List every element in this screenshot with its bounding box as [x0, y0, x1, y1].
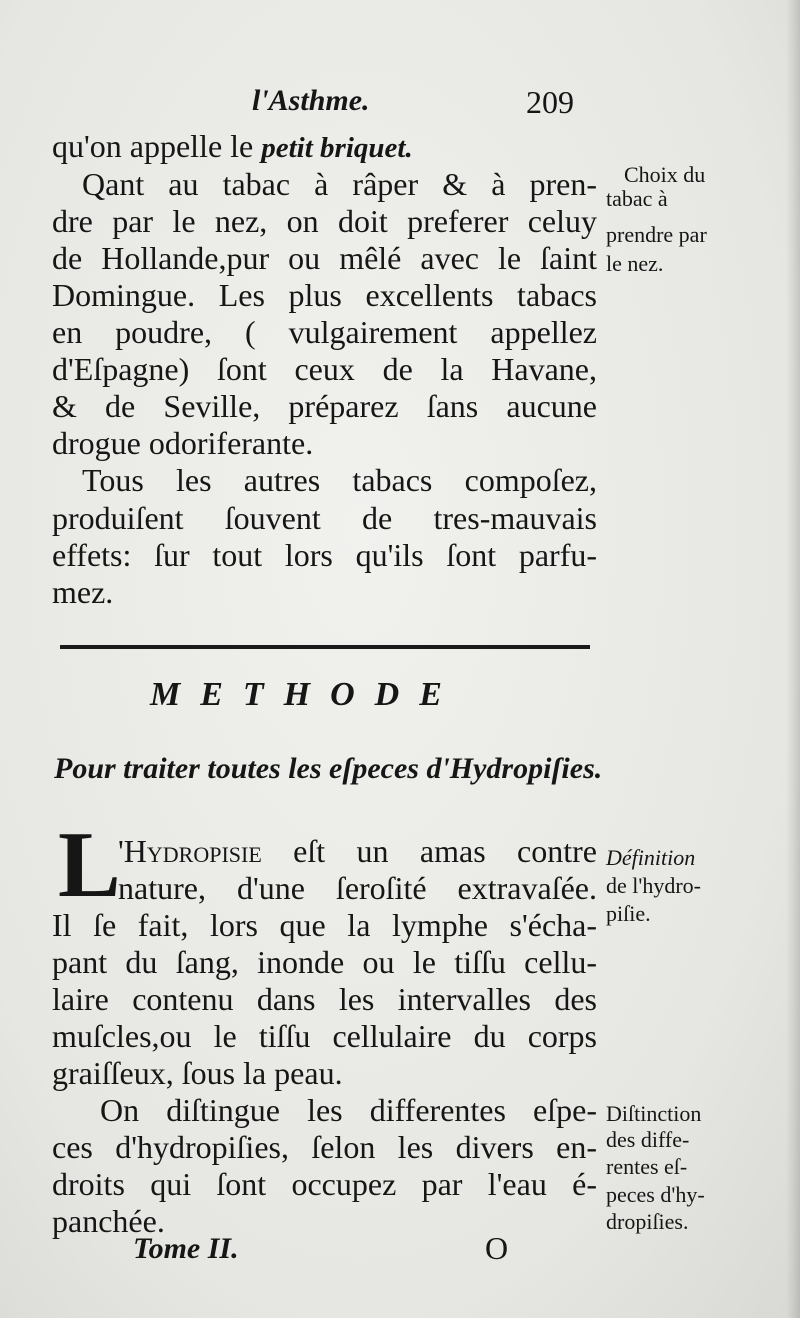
page-number: 209	[526, 84, 574, 120]
text-line: Il ſe fait, lors que la lymphe s'écha-	[52, 907, 597, 943]
text-line: d'Eſpagne) ſont ceux de la Havane,	[52, 351, 597, 387]
text-line: Qant au tabac à râper & à pren-	[82, 166, 597, 202]
text-line: pant du ſang, inonde ou le tiſſu cellu-	[52, 944, 597, 980]
text-line: ces d'hydropiſies, ſelon les divers en-	[52, 1129, 597, 1165]
volume-label: Tome II.	[133, 1232, 239, 1265]
margin-note-line: prendre par	[606, 222, 707, 247]
margin-note-line: Définition	[606, 845, 696, 870]
text-line: effets: ſur tout lors qu'ils ſont parfu-	[52, 537, 597, 573]
text-line: graiſſeux, ſous la peau.	[52, 1055, 343, 1091]
hydropisie-word: 'Hydropisie	[118, 833, 262, 869]
text-line	[118, 833, 597, 869]
margin-note-line: dropiſies.	[606, 1209, 689, 1234]
emphasis-term: petit briquet.	[261, 132, 413, 164]
running-title: l'Asthme.	[252, 84, 370, 117]
text-line: de Hollande,pur ou mêlé avec le ſaint	[52, 240, 597, 276]
section-divider	[60, 645, 590, 649]
margin-note-line: Choix du	[624, 162, 706, 187]
section-title: METHODE	[150, 676, 462, 713]
margin-note-line: peces d'hy-	[606, 1182, 705, 1207]
margin-note-line: Diſtinction	[606, 1101, 702, 1126]
text-line: mez.	[52, 574, 114, 610]
margin-note-line: tabac à	[606, 186, 668, 211]
signature-mark: O	[485, 1230, 509, 1266]
text-line: produiſent ſouvent de tres-mauvais	[52, 500, 597, 536]
margin-note-line: rentes eſ-	[606, 1154, 688, 1179]
text-span: eſt un amas contre	[261, 833, 597, 869]
margin-note-line: de l'hydro-	[606, 873, 701, 898]
page-edge-shadow	[786, 0, 800, 1318]
section-subtitle: Pour traiter toutes les eſpeces d'Hydropiſies.	[54, 752, 603, 785]
text-line: nature, d'une ſeroſité extravaſée.	[118, 870, 597, 906]
text-line: panchée.	[52, 1203, 165, 1239]
text-line: droits qui ſont occupez par l'eau é-	[52, 1166, 597, 1202]
text-line: Tous les autres tabacs compoſez,	[82, 462, 597, 498]
text-line	[52, 128, 413, 166]
text-line: muſcles,ou le tiſſu cellulaire du corps	[52, 1018, 597, 1054]
text-line: laire contenu dans les intervalles des	[52, 981, 597, 1017]
text-line: On diſtingue les differentes eſpe-	[100, 1092, 597, 1128]
margin-note-line: le nez.	[606, 251, 664, 276]
drop-cap: L	[58, 813, 121, 917]
text-line: en poudre, ( vulgairement appellez	[52, 314, 597, 350]
margin-note-line: des diffe-	[606, 1127, 690, 1152]
text-line: drogue odoriferante.	[52, 425, 314, 461]
text-line: & de Seville, préparez ſans aucune	[52, 388, 597, 424]
margin-note-line: piſie.	[606, 901, 651, 926]
text-line: Domingue. Les plus excellents tabacs	[52, 277, 597, 313]
text-line: dre par le nez, on doit preferer celuy	[52, 203, 597, 239]
text-span: qu'on appelle le	[52, 128, 262, 164]
